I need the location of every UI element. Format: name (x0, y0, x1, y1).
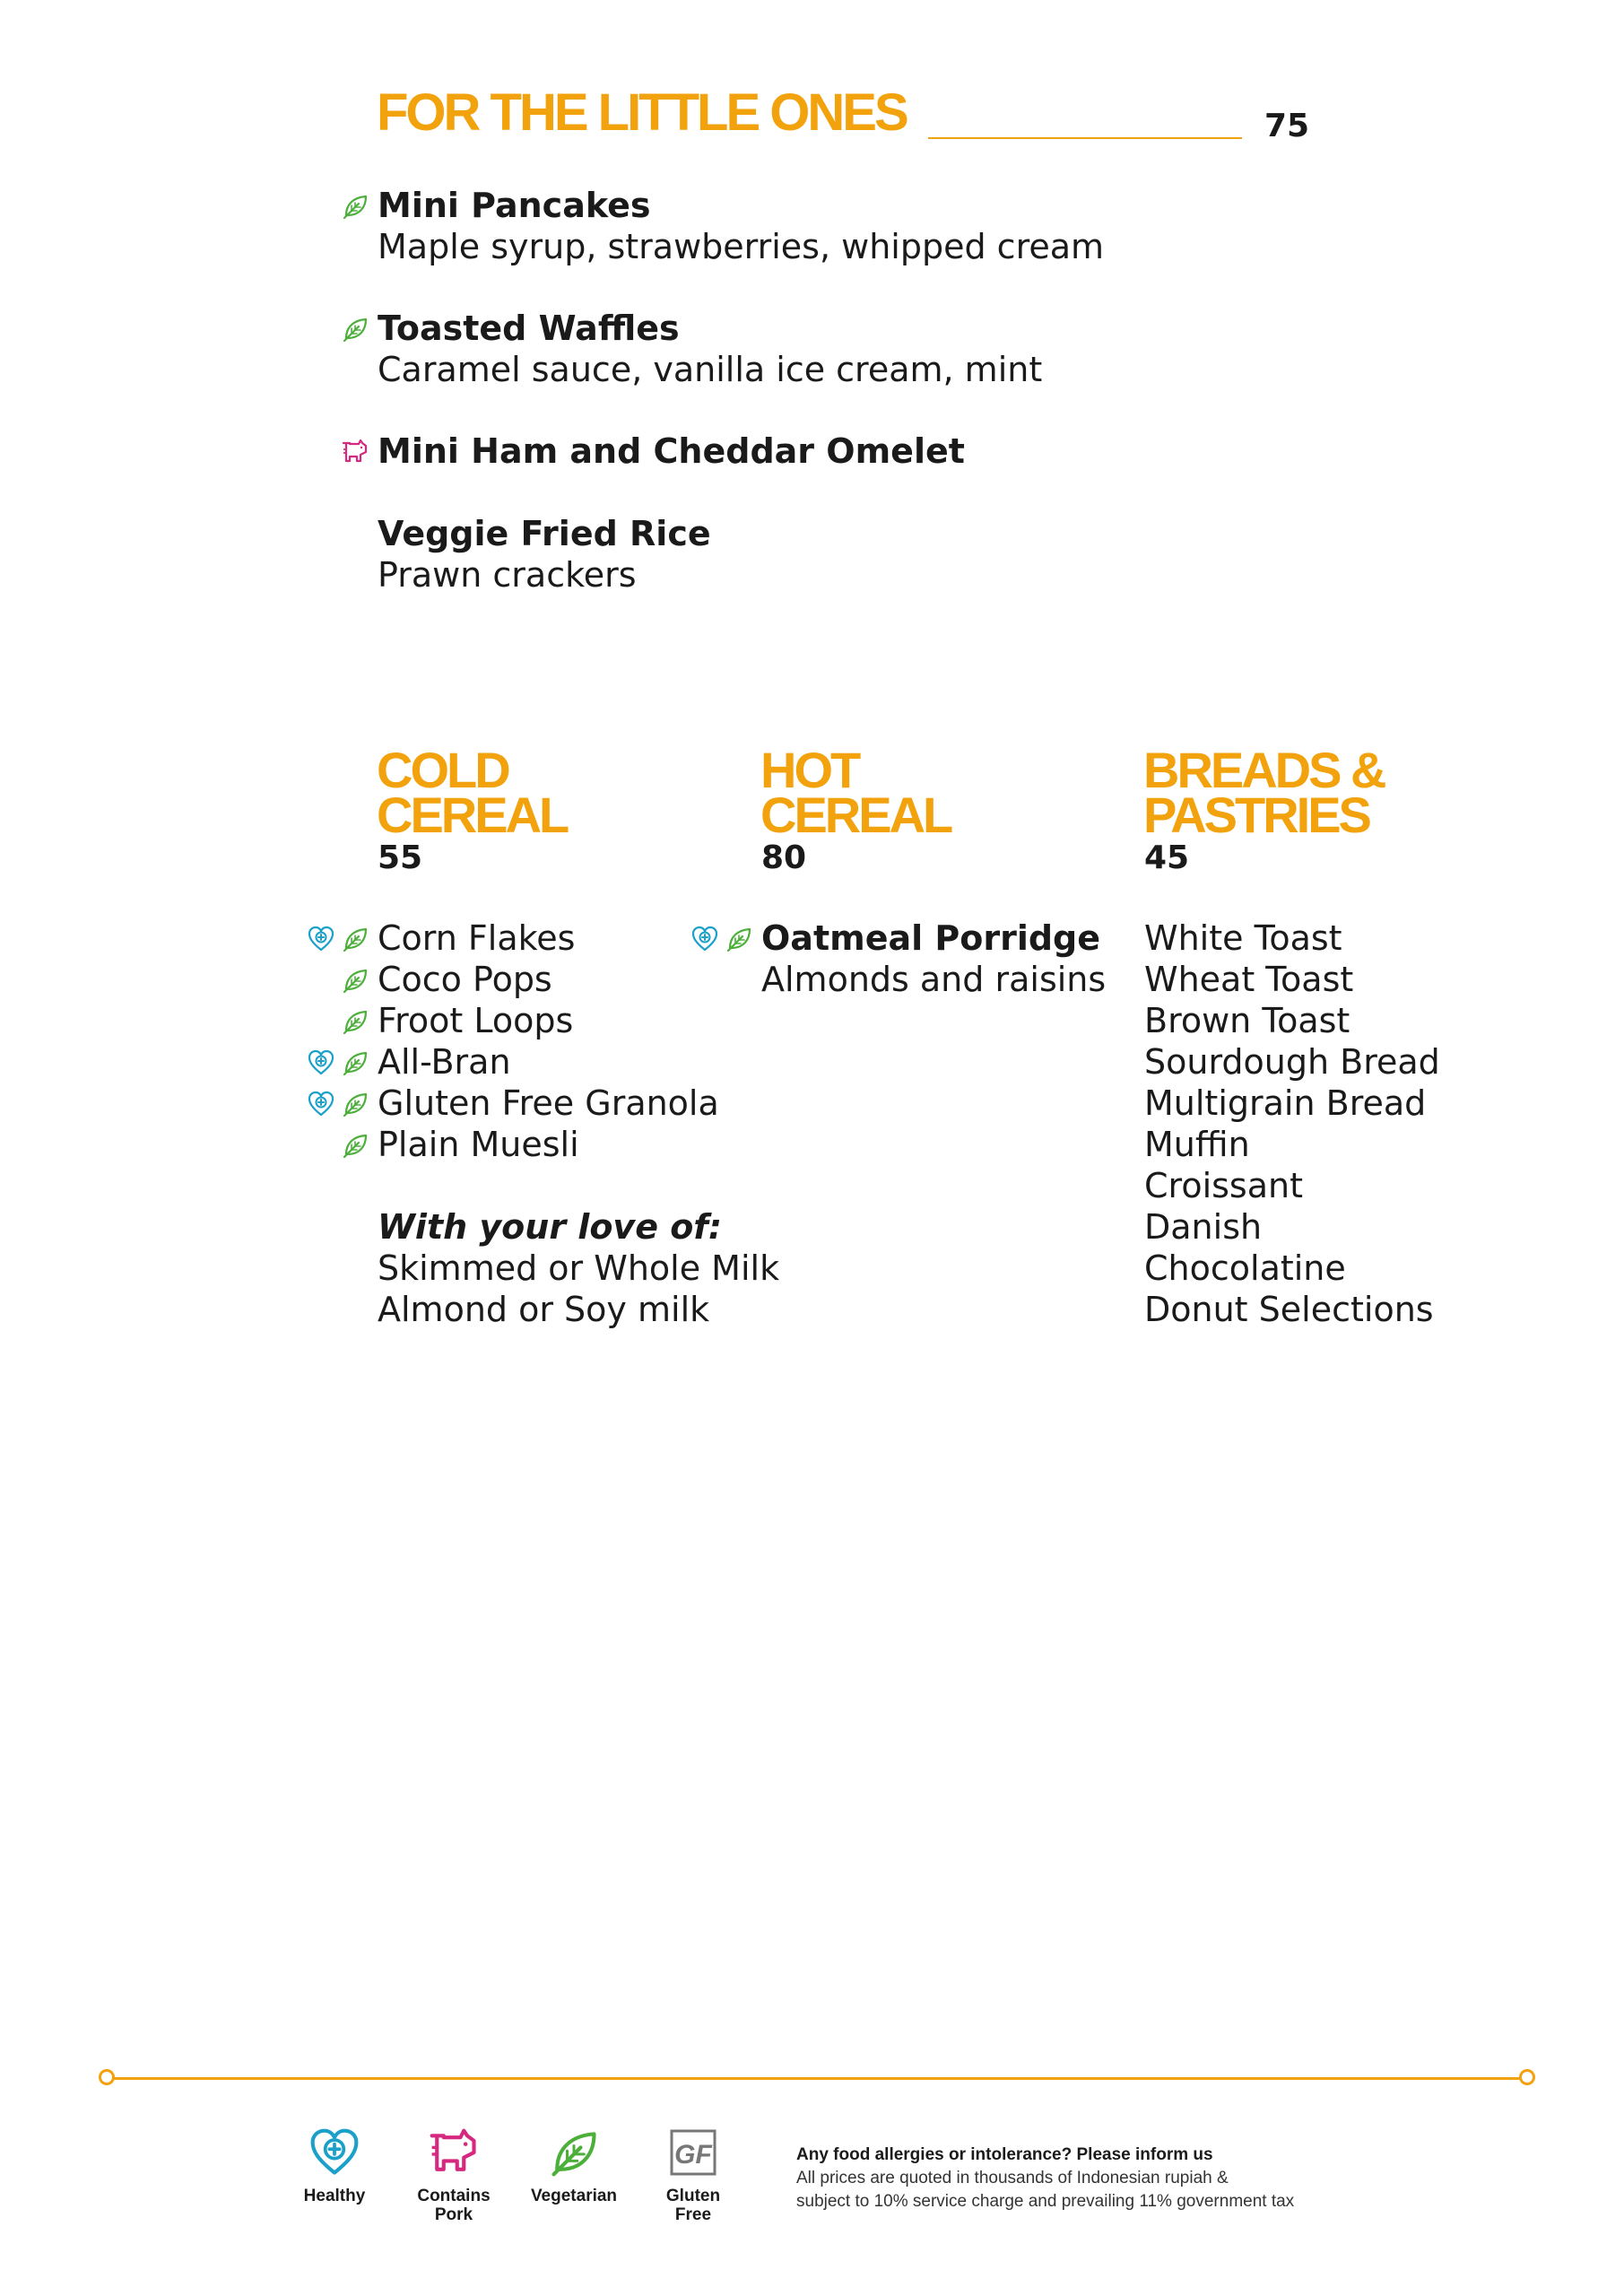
leaf-icon (341, 1048, 369, 1077)
divider-endpoint (1519, 2069, 1535, 2085)
leaf-icon (547, 2126, 601, 2179)
price-little-ones: 75 (1264, 108, 1310, 144)
price-notice-line: subject to 10% service charge and prevailing 11% government tax (796, 2192, 1295, 2211)
pig-icon (427, 2126, 481, 2179)
legend-text: Pork (434, 2205, 473, 2224)
legend-text: Gluten (665, 2187, 721, 2205)
list-item: Sourdough Bread (1144, 1042, 1440, 1082)
legend-label-pork (404, 2187, 503, 2225)
leaf-icon (341, 966, 369, 995)
allergy-notice: Any food allergies or intolerance? Please inform us (796, 2145, 1213, 2164)
list-item: Chocolatine (1144, 1248, 1346, 1288)
divider-endpoint (99, 2069, 115, 2085)
leaf-icon (725, 925, 753, 953)
menu-item-name: Mini Ham and Cheddar Omelet (378, 431, 965, 471)
legend-text: Contains (417, 2187, 491, 2205)
heart-icon (307, 1048, 335, 1077)
milk-heading: With your love of: (378, 1207, 723, 1247)
legend-text: Free (674, 2205, 712, 2224)
section-title-hot-cereal (760, 742, 951, 844)
list-item: Corn Flakes (378, 918, 576, 958)
price-hot-cereal: 80 (761, 839, 807, 876)
price-cold-cereal: 55 (378, 839, 423, 876)
list-item: Gluten Free Granola (378, 1083, 719, 1123)
menu-item-desc: Maple syrup, strawberries, whipped cream (378, 227, 1105, 266)
title-line: BREADS & (1143, 742, 1385, 798)
list-item: All-Bran (378, 1042, 511, 1082)
price-breads: 45 (1144, 839, 1190, 876)
title-line: COLD (377, 742, 508, 798)
leaf-icon (341, 1007, 369, 1036)
legend-label-gluten-free (644, 2187, 743, 2225)
title-line: HOT (760, 742, 859, 798)
list-item: Wheat Toast (1144, 960, 1354, 999)
list-item: Coco Pops (378, 960, 552, 999)
list-item: Croissant (1144, 1166, 1303, 1205)
list-item: Froot Loops (378, 1001, 574, 1040)
title-line: CEREAL (377, 787, 568, 844)
gf-icon (666, 2126, 720, 2179)
list-item: Plain Muesli (378, 1125, 579, 1164)
menu-item-desc: Caramel sauce, vanilla ice cream, mint (378, 350, 1043, 389)
list-item: Multigrain Bread (1144, 1083, 1427, 1123)
leaf-icon (341, 1090, 369, 1118)
menu-item-name: Oatmeal Porridge (761, 918, 1101, 958)
heart-icon (307, 1090, 335, 1118)
list-item: White Toast (1144, 918, 1342, 958)
heart-icon (308, 2126, 361, 2179)
title-divider (928, 137, 1242, 139)
menu-item-desc: Prawn crackers (378, 555, 637, 595)
leaf-icon (341, 1131, 369, 1160)
heart-icon (307, 925, 335, 953)
section-title-cold-cereal (377, 742, 568, 844)
milk-option: Skimmed or Whole Milk (378, 1248, 780, 1288)
title-line: PASTRIES (1143, 787, 1369, 844)
list-item: Brown Toast (1144, 1001, 1350, 1040)
menu-item-name: Veggie Fried Rice (378, 514, 711, 553)
price-notice-line: All prices are quoted in thousands of Indonesian rupiah & (796, 2169, 1229, 2187)
section-title-little-ones: FOR THE LITTLE ONES (377, 83, 907, 142)
footer-divider (106, 2077, 1523, 2080)
menu-item-name: Mini Pancakes (378, 186, 651, 225)
list-item: Donut Selections (1144, 1290, 1434, 1329)
leaf-icon (341, 192, 369, 221)
legend-text: Vegetarian (530, 2187, 618, 2205)
list-item: Danish (1144, 1207, 1263, 1247)
leaf-icon (341, 925, 369, 953)
title-line: CEREAL (760, 787, 951, 844)
legend-label-vegetarian (525, 2187, 623, 2206)
leaf-icon (341, 315, 369, 344)
legend-text: Healthy (303, 2187, 366, 2205)
menu-item-name: Toasted Waffles (378, 309, 680, 348)
pig-icon (341, 438, 369, 466)
legend-label-healthy (285, 2187, 384, 2206)
list-item: Muffin (1144, 1125, 1250, 1164)
menu-item-desc: Almonds and raisins (761, 960, 1107, 999)
heart-icon (690, 925, 719, 953)
milk-option: Almond or Soy milk (378, 1290, 710, 1329)
section-title-breads-pastries (1143, 742, 1385, 844)
